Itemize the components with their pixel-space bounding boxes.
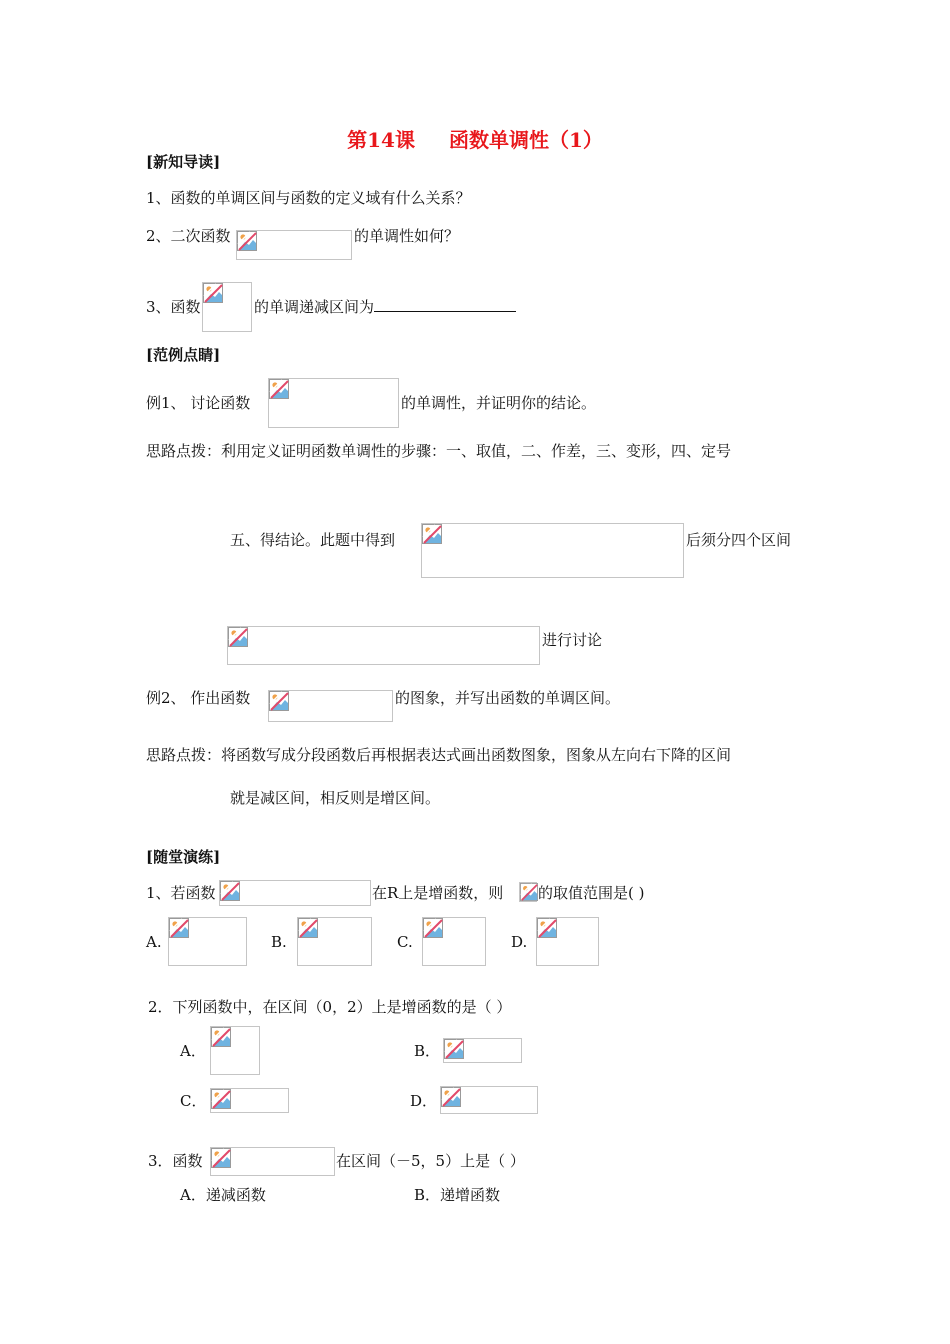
formula-image: [519, 882, 537, 902]
broken-image-icon: [220, 881, 240, 901]
formula-image: [219, 880, 371, 906]
hint-1-line-3: 进行讨论: [542, 631, 603, 649]
question-3-text: 的单调递减区间为: [254, 298, 375, 316]
option-c-label: C．: [180, 1092, 207, 1110]
question-3-prefix: 3、函数: [146, 298, 201, 316]
option-c-image: [422, 917, 486, 966]
broken-image-icon: [169, 918, 189, 938]
answer-blank: [374, 297, 516, 312]
lesson-topic: 函数单调性（1）: [448, 128, 603, 152]
broken-image-icon: [520, 883, 538, 901]
formula-image: [268, 378, 399, 428]
example-2-suffix: 的图象，并写出函数的单调区间。: [395, 689, 621, 707]
section-heading-examples: [范例点睛]: [146, 346, 221, 364]
broken-image-icon: [211, 1027, 231, 1047]
question-1: 1、函数的单调区间与函数的定义域有什么关系？: [146, 189, 471, 207]
question-2-prefix: 2、二次函数: [146, 227, 231, 245]
broken-image-icon: [444, 1039, 464, 1059]
example-1-prefix: 例1、 讨论函数: [146, 394, 251, 412]
broken-image-icon: [269, 379, 289, 399]
practice-1-suffix: 的取值范围是( ): [538, 884, 645, 902]
practice-2-question: 2．下列函数中，在区间（0，2）上是增函数的是（ ）: [148, 998, 512, 1016]
option-b-image: [297, 917, 372, 966]
formula-image: [227, 626, 540, 665]
option-d-image: [440, 1086, 538, 1114]
option-c-image: [210, 1088, 289, 1113]
option-a-text: A．递减函数: [180, 1186, 266, 1204]
option-c-label: C.: [397, 933, 413, 951]
option-a-label: A.: [146, 933, 162, 951]
broken-image-icon: [211, 1148, 231, 1168]
question-3-suffix: [254, 297, 516, 317]
broken-image-icon: [228, 627, 248, 647]
broken-image-icon: [298, 918, 318, 938]
hint-2-line-1: 思路点拨：将函数写成分段函数后再根据表达式画出函数图象，图象从左向右下降的区间: [146, 746, 732, 764]
formula-image: [421, 523, 684, 578]
option-b-label: B.: [271, 933, 287, 951]
section-heading-practice: [随堂演练]: [146, 848, 221, 866]
formula-image: [202, 282, 252, 332]
option-d-label: D.: [511, 933, 528, 951]
option-d-label: D．: [410, 1092, 438, 1110]
broken-image-icon: [537, 918, 557, 938]
option-b-text: B．递增函数: [414, 1186, 501, 1204]
option-b-label: B．: [414, 1042, 441, 1060]
broken-image-icon: [269, 691, 289, 711]
practice-3-prefix: 3．函数: [148, 1152, 203, 1170]
section-heading-new-knowledge: [新知导读]: [146, 153, 221, 171]
option-a-label: A．: [180, 1042, 206, 1060]
option-a-image: [210, 1026, 260, 1075]
lesson-number: 第14课: [347, 128, 415, 152]
broken-image-icon: [423, 918, 443, 938]
broken-image-icon: [211, 1089, 231, 1109]
broken-image-icon: [422, 524, 442, 544]
hint-1-line-2-prefix: 五、得结论。此题中得到: [230, 531, 396, 549]
formula-image: [268, 690, 393, 722]
option-b-image: [443, 1038, 522, 1063]
broken-image-icon: [441, 1087, 461, 1107]
example-2-prefix: 例2、 作出函数: [146, 689, 251, 707]
option-a-image: [168, 917, 247, 966]
example-1-suffix: 的单调性，并证明你的结论。: [401, 394, 597, 412]
hint-2-line-2: 就是减区间，相反则是增区间。: [230, 789, 441, 807]
hint-1-line-1: 思路点拨：利用定义证明函数单调性的步骤：一、取值，二、作差，三、变形，四、定号: [146, 442, 732, 460]
practice-1-middle: 在R上是增函数，则: [372, 884, 504, 902]
question-2-suffix: 的单调性如何？: [354, 227, 460, 245]
hint-1-line-2-suffix: 后须分四个区间: [686, 531, 792, 549]
practice-1-prefix: 1、若函数: [146, 884, 216, 902]
practice-3-suffix: 在区间（－5，5）上是（ ）: [336, 1152, 525, 1170]
option-d-image: [536, 917, 599, 966]
broken-image-icon: [203, 283, 223, 303]
formula-image: [236, 230, 352, 260]
broken-image-icon: [237, 231, 257, 251]
page-title: [0, 124, 950, 153]
formula-image: [210, 1147, 335, 1176]
